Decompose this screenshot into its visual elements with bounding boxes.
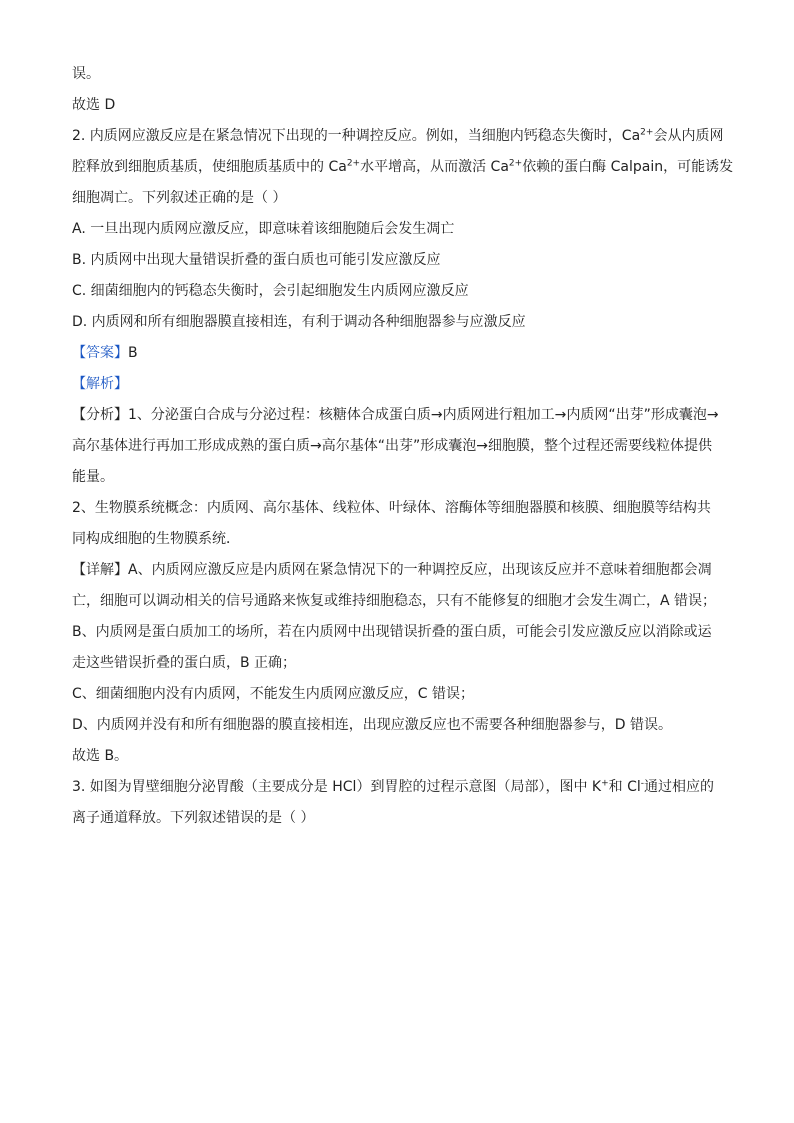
text-run: 3. 如图为胃壁细胞分泌胃酸（主要成分是 HCl）到胃腔的过程示意图（局部），图中 K [72, 779, 602, 795]
text-run: 水平增高，从而激活 Ca [360, 159, 509, 175]
text-line: 细胞凋亡。下列叙述正确的是（ ） [72, 190, 287, 206]
text-line: B、内质网是蛋白质加工的场所，若在内质网中出现错误折叠的蛋白质，可能会引发应激反应以消除或运 [72, 624, 712, 640]
text-line [72, 341, 722, 372]
text-run: 通过相应的 [644, 779, 715, 795]
text-run: 2. 内质网应激反应是在紧急情况下出现的一种调控反应。例如，当细胞内钙稳态失衡时，Ca [72, 128, 641, 144]
text-line: 同构成细胞的生物膜系统． [72, 531, 240, 547]
text-line: 误。 [72, 66, 100, 82]
text-line: 故选 B。 [72, 748, 129, 764]
section-tag: 【解析】 [72, 376, 128, 392]
text-run: B [128, 345, 138, 361]
text-line [72, 775, 722, 806]
text-line: D. 内质网和所有细胞器膜直接相连，有利于调动各种细胞器参与应激反应 [72, 314, 526, 330]
text-line: D、内质网并没有和所有细胞器的膜直接相连，出现应激反应也不需要各种细胞器参与，D 错误。 [72, 717, 673, 733]
superscript: - [640, 778, 645, 789]
text-line: 离子通道释放。下列叙述错误的是（ ） [72, 810, 315, 826]
text-line [72, 124, 722, 155]
text-line: 【分析】1、分泌蛋白合成与分泌过程：核糖体合成蛋白质→内质网进行粗加工→内质网“出芽”形成囊泡→ [72, 407, 719, 423]
superscript: + [601, 778, 609, 789]
text-line: 故选 D [72, 97, 116, 113]
text-line: 2、生物膜系统概念：内质网、高尔基体、线粒体、叶绿体、溶酶体等细胞器膜和核膜、细胞膜等结构共 [72, 500, 711, 516]
superscript: 2+ [346, 158, 361, 169]
text-line: 【详解】A、内质网应激反应是内质网在紧急情况下的一种调控反应，出现该反应并不意味着细胞都会凋 [72, 562, 712, 578]
text-line: 亡，细胞可以调动相关的信号通路来恢复或维持细胞稳态，只有不能修复的细胞才会发生凋亡，A 错误； [72, 593, 717, 609]
text-line: C、细菌细胞内没有内质网，不能发生内质网应激反应，C 错误； [72, 686, 474, 702]
section-tag: 【答案】 [72, 345, 128, 361]
superscript: 2+ [508, 158, 523, 169]
text-run: 和 Cl [608, 779, 641, 795]
text-run: 会从内质网 [653, 128, 724, 144]
text-line: C. 细菌细胞内的钙稳态失衡时，会引起细胞发生内质网应激反应 [72, 283, 469, 299]
text-line: 高尔基体进行再加工形成成熟的蛋白质→高尔基体“出芽”形成囊泡→细胞膜，整个过程还需要线粒体提供 [72, 438, 712, 454]
superscript: 2+ [640, 127, 654, 138]
text-run: 腔释放到细胞质基质，使细胞质基质中的 Ca [72, 159, 347, 175]
text-line: B. 内质网中出现大量错误折叠的蛋白质也可能引发应激反应 [72, 252, 441, 268]
text-line: 走这些错误折叠的蛋白质，B 正确； [72, 655, 297, 671]
text-line [72, 372, 722, 403]
text-line: A. 一旦出现内质网应激反应，即意味着该细胞随后会发生凋亡 [72, 221, 455, 237]
text-line [72, 155, 734, 186]
text-line: 能量。 [72, 469, 114, 485]
text-run: 依赖的蛋白酶 Calpain，可能诱发 [522, 159, 734, 175]
document-page [72, 62, 734, 837]
